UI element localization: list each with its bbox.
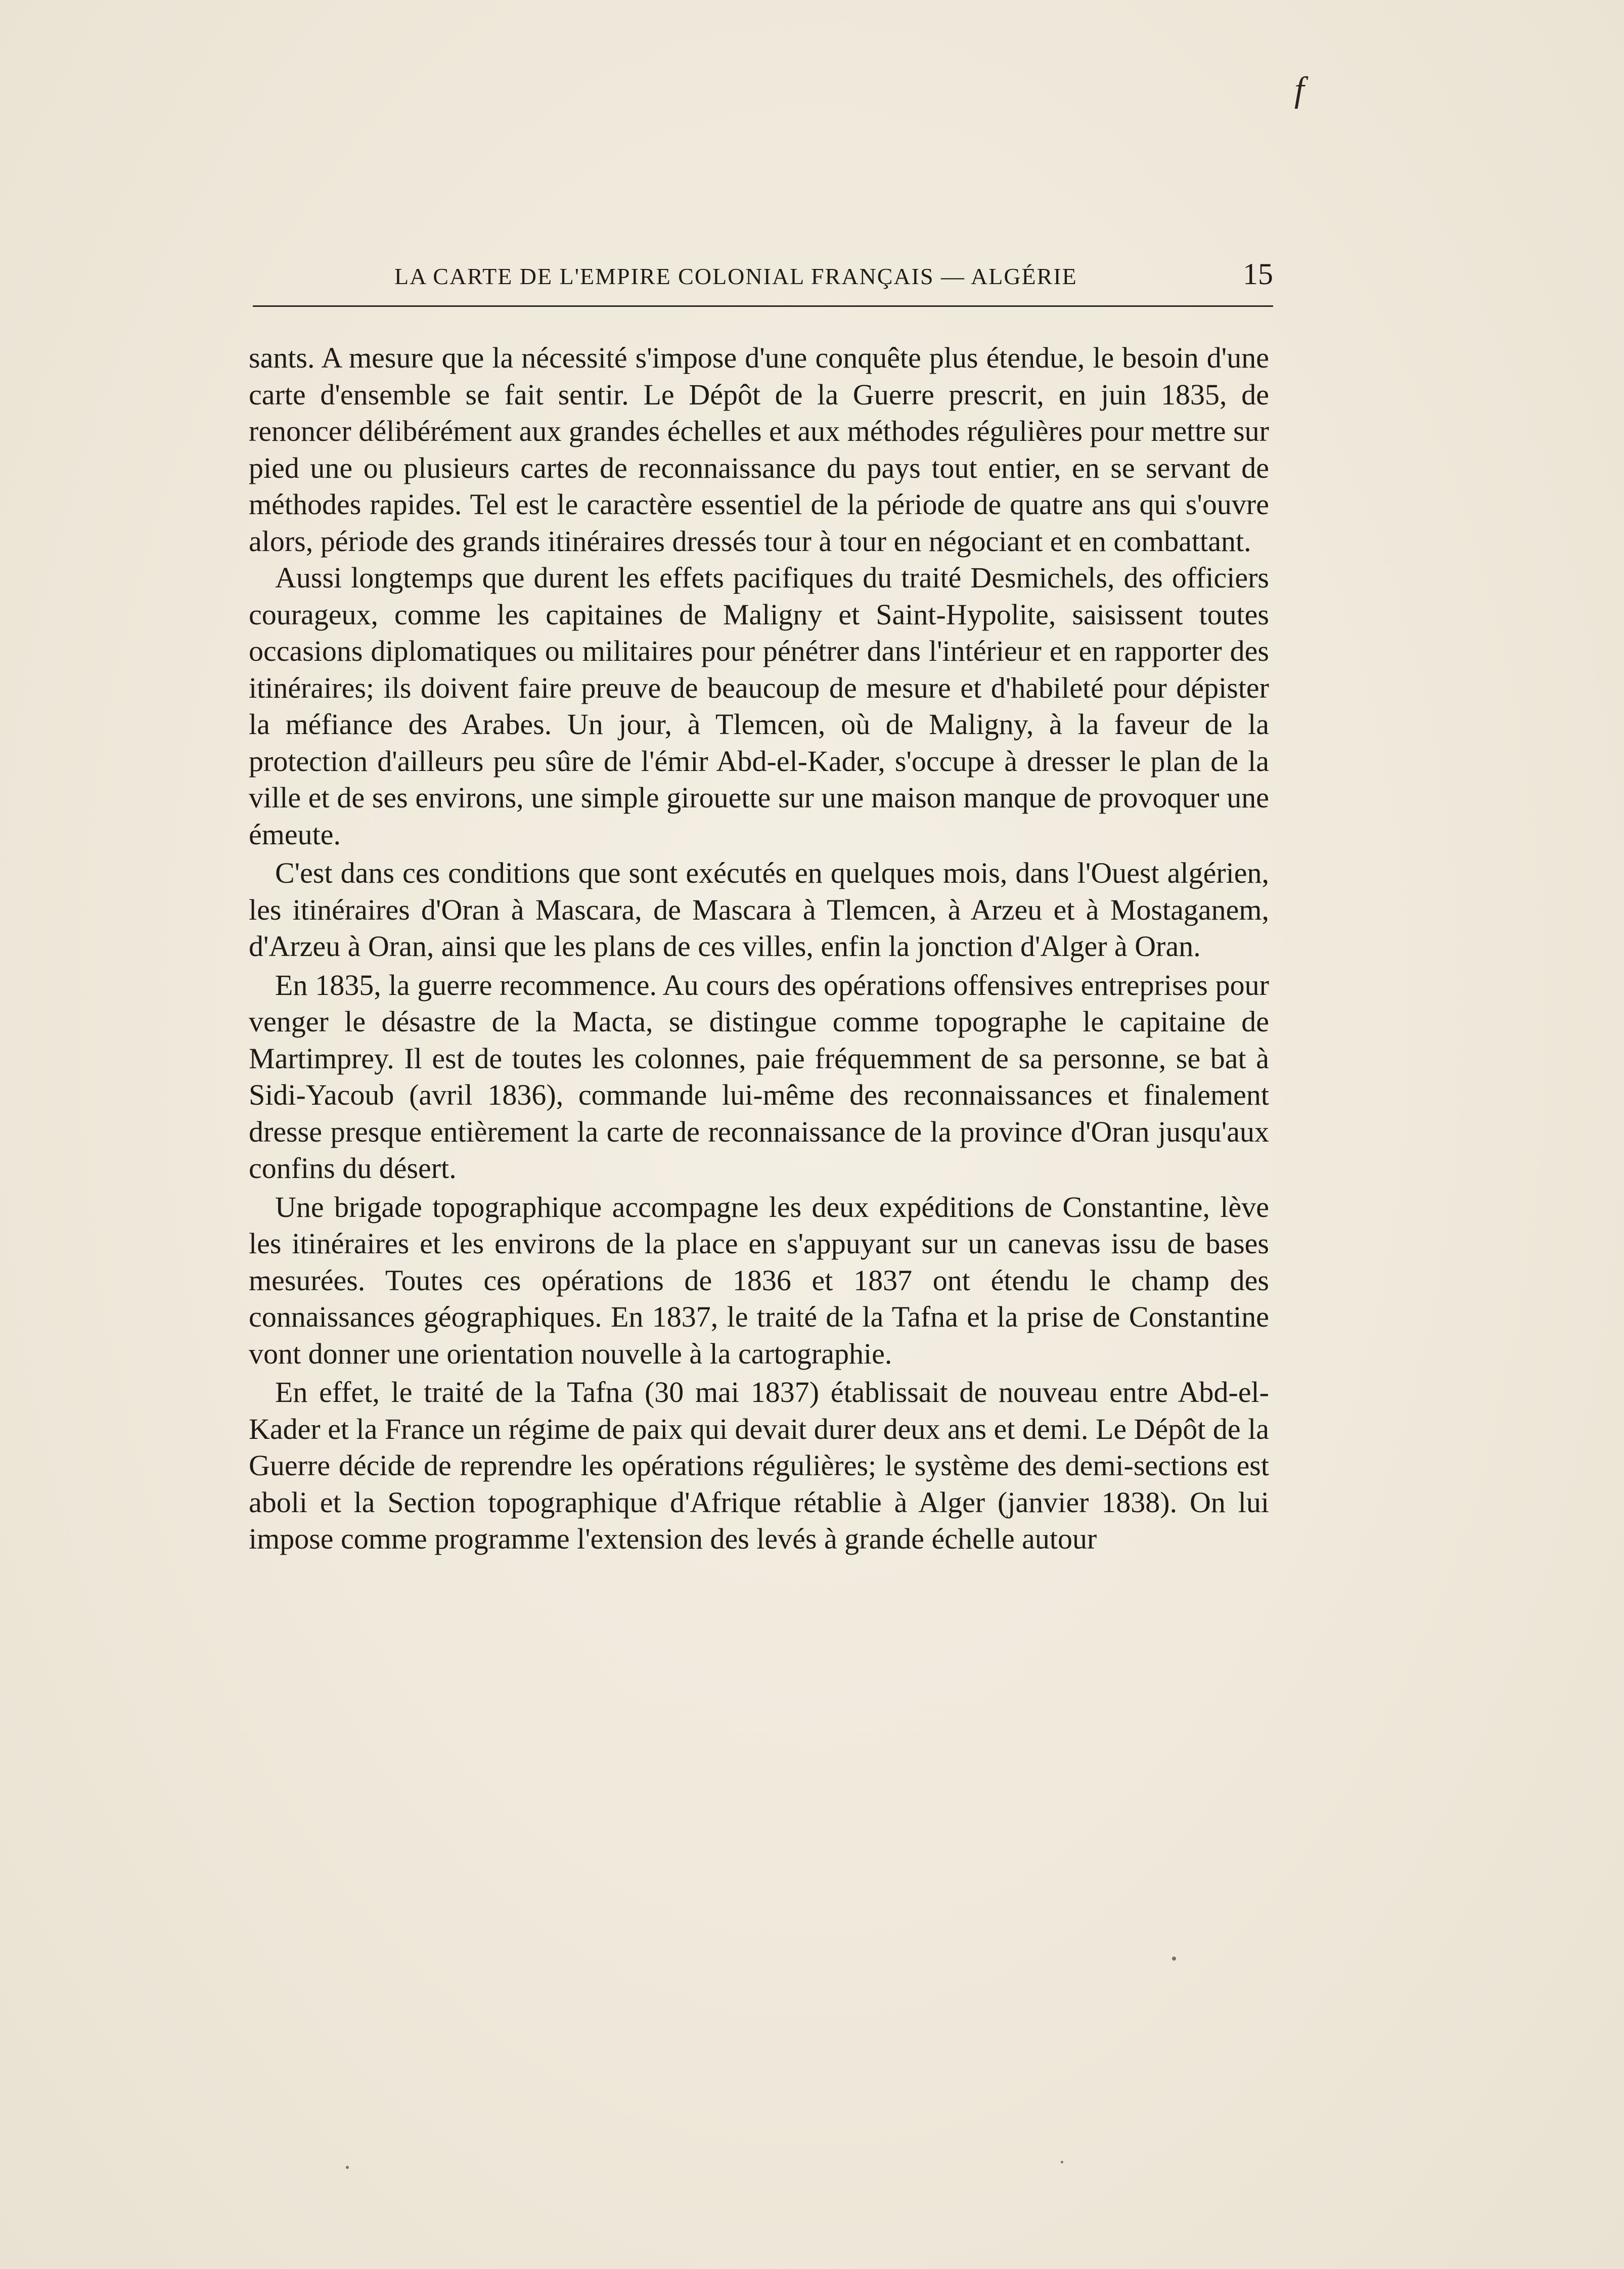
paragraph-2: Aussi longtemps que durent les effets pacifiques du traité Desmichels, des officiers courageux, comme les capitaines de Maligny et Saint-Hypolite, saisissent toutes occasions diplomatiques ou militaires pour pénétrer dans l'intérieur et en rapporter des itinéraires; ils doivent faire preuve de beaucoup de mesure et d'habileté pour dépister la méfiance des Arabes. Un jour, à Tlemcen, où de Maligny, à la faveur de la protection d'ailleurs peu sûre de l'émir Abd-el-Kader, s'occupe à dresser le plan de la ville et de ses environs, une simple girouette sur une maison manque de provoquer une émeute. xyxy=(249,561,1269,851)
paragraph-4: En 1835, la guerre recommence. Au cours des opérations offensives entreprises pour venger le désastre de la Macta, se distingue comme topographe le capitaine de Martimprey. Il est de toutes les colonnes, paie fréquemment de sa personne, se bat à Sidi-Yacoub (avril 1836), commande lui-même des reconnaissances et finalement dresse presque entièrement la carte de reconnaissance de la province d'Oran jusqu'aux confins du désert. xyxy=(249,968,1269,1185)
header-rule xyxy=(253,305,1273,307)
paragraph-5: Une brigade topographique accompagne les deux expéditions de Constantine, lève les itinéraires et les environs de la place en s'appuyant sur un canevas issu de bases mesurées. Toutes ces opérations de 1836 et 1837 ont étendu le champ des connaissances géographiques. En 1837, le traité de la Tafna et la prise de Constantine vont donner une orientation nouvelle à la cartographie. xyxy=(249,1190,1269,1370)
paper-speck xyxy=(1061,2161,1063,2163)
paragraph-1: sants. A mesure que la nécessité s'impose d'une conquête plus étendue, le besoin d'une carte d'ensemble se fait sentir. Le Dépôt de la Guerre prescrit, en juin 1835, de renoncer délibérément aux grandes échelles et aux méthodes régulières pour mettre sur pied une ou plusieurs cartes de reconnaissance du pays tout entier, en se servant de méthodes rapides. Tel est le caractère essentiel de la période de quatre ans qui s'ouvre alors, période des grands itinéraires dressés tour à tour en négociant et en combattant. xyxy=(249,341,1269,558)
running-title: LA CARTE DE L'EMPIRE COLONIAL FRANÇAIS — ALGÉRIE xyxy=(394,263,1077,289)
corner-mark: f xyxy=(1294,70,1304,109)
running-head xyxy=(253,257,1273,299)
paper-speck xyxy=(346,2166,349,2169)
paper-speck xyxy=(1172,1957,1176,1961)
page-number: 15 xyxy=(1243,257,1273,291)
body-text xyxy=(249,340,1269,1558)
paragraph-3: C'est dans ces conditions que sont exécutés en quelques mois, dans l'Ouest algérien, les itinéraires d'Oran à Mascara, de Mascara à Tlemcen, à Arzeu et à Mostaganem, d'Arzeu à Oran, ainsi que les plans de ces villes, enfin la jonction d'Alger à Oran. xyxy=(249,856,1269,963)
paragraph-6: En effet, le traité de la Tafna (30 mai 1837) établissait de nouveau entre Abd-el-Kader et la France un régime de paix qui devait durer deux ans et demi. Le Dépôt de la Guerre décide de reprendre les opérations régulières; le système des demi-sections est aboli et la Section topographique d'Afrique rétablie à Alger (janvier 1838). On lui impose comme programme l'extension des levés à grande échelle autour xyxy=(249,1376,1269,1555)
